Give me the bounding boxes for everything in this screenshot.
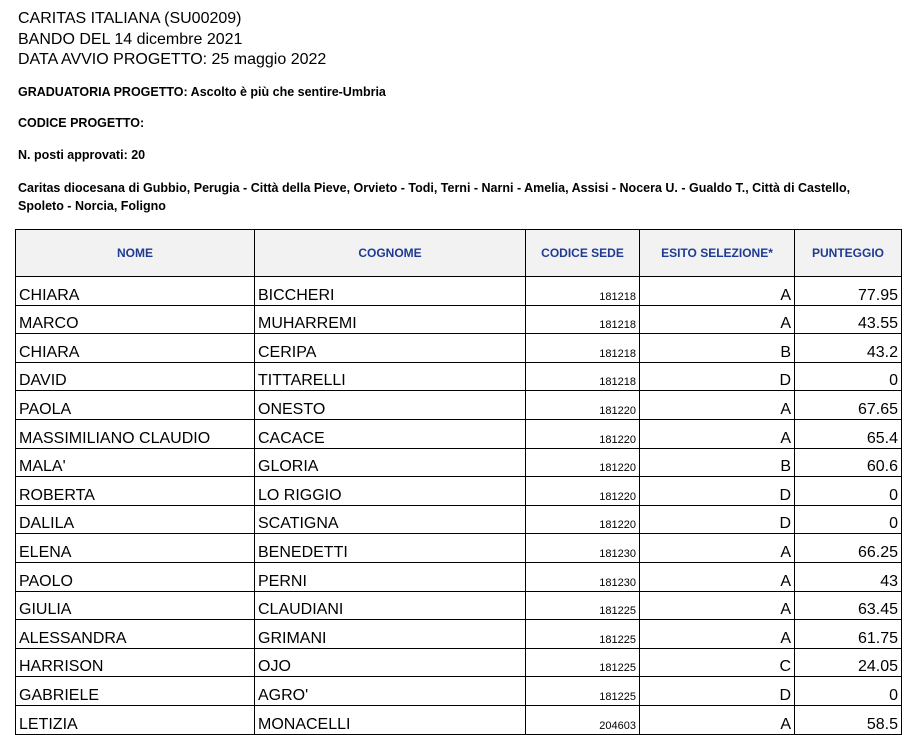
cell-punteggio: 67.65 [795, 391, 902, 420]
cell-punteggio: 0 [795, 477, 902, 506]
cell-nome: PAOLO [16, 562, 255, 591]
cell-nome: CHIARA [16, 277, 255, 306]
posti-approvati: N. posti approvati: 20 [18, 148, 146, 162]
column-header-nome: NOME [16, 230, 255, 277]
column-header-codice-sede: CODICE SEDE [526, 230, 640, 277]
cell-cognome: CACACE [255, 419, 526, 448]
sedi-list: Caritas diocesana di Gubbio, Perugia - Città della Pieve, Orvieto - Todi, Terni - Narni - Amelia, Assisi - Nocera U. - Gualdo T., Città di Castello, Spoleto - Norcia, Foligno [18, 181, 851, 213]
cell-esito: A [640, 534, 795, 563]
cell-esito: D [640, 362, 795, 391]
cell-codice-sede: 181230 [526, 562, 640, 591]
cell-esito: A [640, 277, 795, 306]
table-row [16, 705, 902, 734]
cell-cognome: PERNI [255, 562, 526, 591]
cell-cognome: LO RIGGIO [255, 477, 526, 506]
cell-nome: ELENA [16, 534, 255, 563]
cell-codice-sede: 181225 [526, 620, 640, 649]
cell-nome: CHIARA [16, 334, 255, 363]
cell-codice-sede: 181220 [526, 391, 640, 420]
cell-codice-sede: 181218 [526, 277, 640, 306]
cell-punteggio: 0 [795, 677, 902, 706]
cell-codice-sede: 181220 [526, 448, 640, 477]
cell-cognome: BENEDETTI [255, 534, 526, 563]
table-row [16, 648, 902, 677]
cell-cognome: TITTARELLI [255, 362, 526, 391]
cell-cognome: GRIMANI [255, 620, 526, 649]
table-row [16, 591, 902, 620]
cell-codice-sede: 181230 [526, 534, 640, 563]
column-header-cognome: COGNOME [255, 230, 526, 277]
column-header-esito: ESITO SELEZIONE* [640, 230, 795, 277]
cell-nome: DALILA [16, 505, 255, 534]
cell-nome: GABRIELE [16, 677, 255, 706]
cell-esito: A [640, 562, 795, 591]
graduatoria-title: GRADUATORIA PROGETTO: Ascolto è più che sentire-Umbria [18, 85, 386, 99]
cell-punteggio: 43 [795, 562, 902, 591]
table-row [16, 391, 902, 420]
graduatoria-table [15, 229, 902, 735]
cell-nome: HARRISON [16, 648, 255, 677]
cell-cognome: MONACELLI [255, 705, 526, 734]
cell-nome: MARCO [16, 305, 255, 334]
table-row [16, 477, 902, 506]
cell-codice-sede: 181225 [526, 677, 640, 706]
cell-esito: D [640, 677, 795, 706]
table-row [16, 505, 902, 534]
table-row [16, 677, 902, 706]
column-header-punteggio: PUNTEGGIO [795, 230, 902, 277]
table-row [16, 448, 902, 477]
cell-punteggio: 60.6 [795, 448, 902, 477]
cell-nome: MASSIMILIANO CLAUDIO [16, 419, 255, 448]
cell-nome: LETIZIA [16, 705, 255, 734]
cell-codice-sede: 204603 [526, 705, 640, 734]
project-start-date: DATA AVVIO PROGETTO: 25 maggio 2022 [18, 51, 327, 68]
cell-esito: D [640, 477, 795, 506]
table-row [16, 305, 902, 334]
cell-cognome: OJO [255, 648, 526, 677]
cell-codice-sede: 181225 [526, 648, 640, 677]
cell-cognome: AGRO' [255, 677, 526, 706]
cell-nome: GIULIA [16, 591, 255, 620]
cell-codice-sede: 181220 [526, 419, 640, 448]
cell-cognome: SCATIGNA [255, 505, 526, 534]
cell-codice-sede: 181218 [526, 334, 640, 363]
cell-punteggio: 0 [795, 505, 902, 534]
cell-punteggio: 43.2 [795, 334, 902, 363]
cell-esito: D [640, 505, 795, 534]
cell-punteggio: 0 [795, 362, 902, 391]
cell-punteggio: 66.25 [795, 534, 902, 563]
table-row [16, 419, 902, 448]
table-header-row [16, 230, 902, 277]
cell-codice-sede: 181220 [526, 477, 640, 506]
cell-esito: A [640, 591, 795, 620]
cell-esito: A [640, 705, 795, 734]
table-row [16, 334, 902, 363]
cell-esito: A [640, 305, 795, 334]
document-header [18, 9, 326, 71]
cell-esito: C [640, 648, 795, 677]
cell-punteggio: 61.75 [795, 620, 902, 649]
organization-title: CARITAS ITALIANA (SU00209) [18, 10, 242, 27]
cell-punteggio: 77.95 [795, 277, 902, 306]
cell-cognome: CLAUDIANI [255, 591, 526, 620]
cell-esito: B [640, 334, 795, 363]
cell-codice-sede: 181225 [526, 591, 640, 620]
cell-nome: DAVID [16, 362, 255, 391]
cell-nome: PAOLA [16, 391, 255, 420]
cell-nome: MALA' [16, 448, 255, 477]
cell-punteggio: 63.45 [795, 591, 902, 620]
cell-esito: A [640, 620, 795, 649]
cell-punteggio: 24.05 [795, 648, 902, 677]
cell-punteggio: 58.5 [795, 705, 902, 734]
cell-cognome: MUHARREMI [255, 305, 526, 334]
cell-codice-sede: 181220 [526, 505, 640, 534]
table-row [16, 620, 902, 649]
bando-date: BANDO DEL 14 dicembre 2021 [18, 30, 243, 48]
cell-punteggio: 43.55 [795, 305, 902, 334]
table-row [16, 562, 902, 591]
table-row [16, 362, 902, 391]
cell-cognome: ONESTO [255, 391, 526, 420]
cell-cognome: CERIPA [255, 334, 526, 363]
codice-progetto: CODICE PROGETTO: [18, 116, 145, 130]
cell-nome: ALESSANDRA [16, 620, 255, 649]
cell-esito: B [640, 448, 795, 477]
cell-codice-sede: 181218 [526, 305, 640, 334]
cell-cognome: BICCHERI [255, 277, 526, 306]
cell-esito: A [640, 391, 795, 420]
table-row [16, 277, 902, 306]
cell-codice-sede: 181218 [526, 362, 640, 391]
cell-nome: ROBERTA [16, 477, 255, 506]
cell-cognome: GLORIA [255, 448, 526, 477]
cell-punteggio: 65.4 [795, 419, 902, 448]
table-row [16, 534, 902, 563]
cell-esito: A [640, 419, 795, 448]
